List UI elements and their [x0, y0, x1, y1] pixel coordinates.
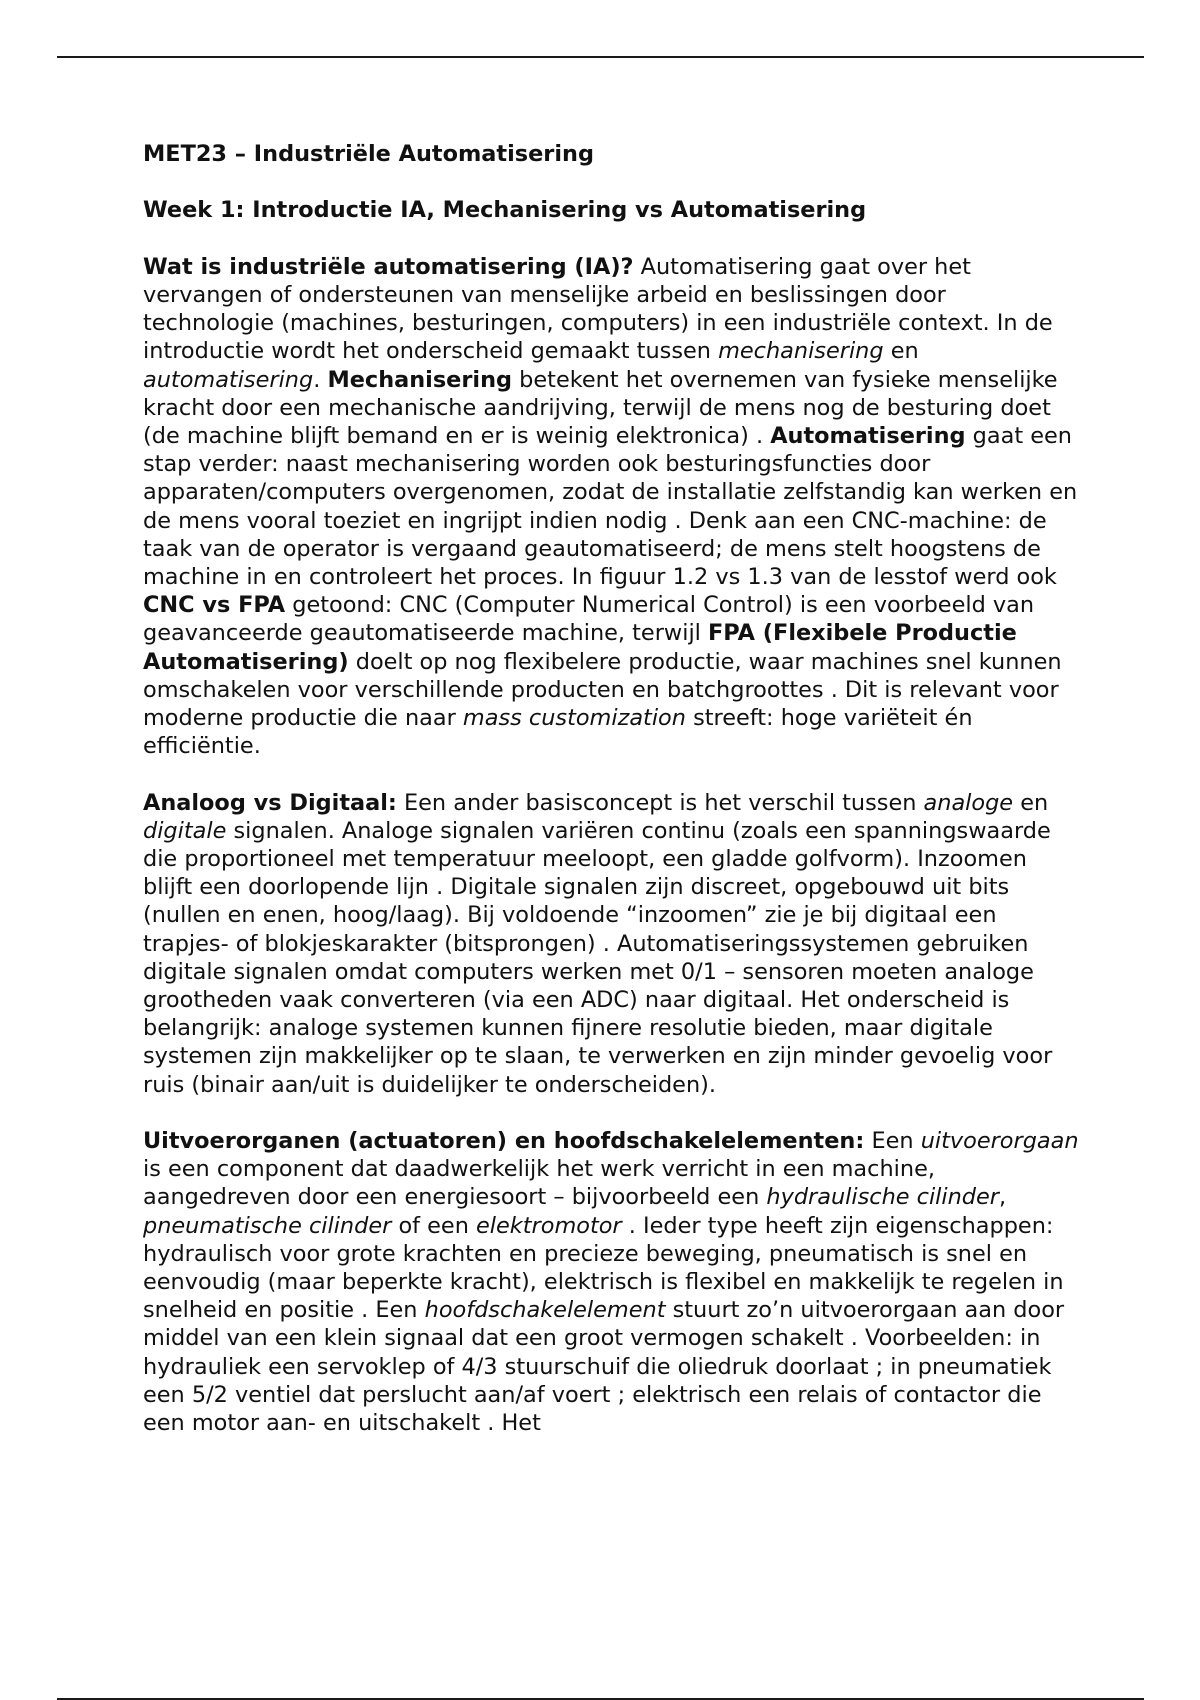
- document-title: MET23 – Industriële Automatisering: [143, 141, 594, 167]
- paragraph-text: en: [1013, 789, 1049, 816]
- paragraph-text: stuurt zo’n uitvoerorgaan aan door middel van een klein signaal dat een groot vermogen schakelt . Voorbeelden: in hydrauliek een servoklep of 4/3 stuurschuif die oliedruk doorlaat ; in pneumatiek een 5/2 ventiel dat perslucht aan/af voert ; elektrisch een relais of contactor die een motor aan- en uitschakelt . Het: [143, 1297, 1065, 1437]
- emphasis-text: mass customization: [462, 705, 686, 732]
- emphasis-text: mechanisering: [718, 338, 884, 365]
- bold-term: Automatisering: [770, 423, 966, 449]
- paragraph-text: ,: [999, 1184, 1007, 1211]
- paragraph-text: streeft: hoge variëteit én efficiëntie.: [143, 705, 973, 760]
- emphasis-text: hydraulische cilinder: [766, 1184, 1000, 1211]
- document-body: [143, 140, 1083, 1465]
- paragraph-heading: Wat is industriële automatisering (IA)?: [143, 253, 634, 280]
- paragraph-text: Een: [864, 1128, 921, 1155]
- emphasis-text: digitale: [143, 817, 227, 844]
- emphasis-text: elektromotor: [476, 1212, 622, 1239]
- paragraph-ia-intro: [143, 253, 1083, 761]
- paragraph-text: of een: [391, 1212, 477, 1239]
- emphasis-text: analoge: [923, 789, 1014, 816]
- paragraph-heading: Uitvoerorganen (actuatoren) en hoofdschakelelementen:: [143, 1128, 865, 1155]
- bold-term: CNC vs FPA: [143, 592, 286, 619]
- paragraph-text: Automatisering gaat over het vervangen of ondersteunen van menselijke arbeid en beslissingen door technologie (machines, besturingen, computers) in een industriële context. In de introductie wordt het onderscheid gemaakt tussen: [143, 253, 1053, 365]
- header-rule: [57, 56, 1144, 58]
- paragraph-analog-digital: [143, 789, 1083, 1099]
- bold-term: FPA (Flexibele Productie Automatisering): [143, 620, 1017, 675]
- paragraph-text: .: [313, 366, 328, 393]
- week-heading: Week 1: Introductie IA, Mechanisering vs Automatisering: [143, 197, 867, 224]
- bold-term: Mechanisering: [327, 366, 513, 393]
- paragraph-text: is een component dat daadwerkelijk het werk verricht in een machine, aangedreven door een energiesoort – bijvoorbeeld een: [143, 1156, 935, 1211]
- paragraph-text: gaat een stap verder: naast mechanisering worden ook besturingsfuncties door apparaten/computers overgenomen, zodat de installatie zelfstandig kan werken en de mens vooral toeziet en ingrijpt indien nodig . Denk aan een CNC-machine: de taak van de operator is vergaand geautomatiseerd; de mens stelt hoogstens de machine in en controleert het proces. In figuur 1.2 vs 1.3 van de lesstof werd ook: [143, 423, 1078, 591]
- emphasis-text: uitvoerorgaan: [920, 1128, 1079, 1155]
- paragraph-text: en: [883, 338, 919, 365]
- paragraph-text: getoond: CNC (Computer Numerical Control) is een voorbeeld van geavanceerde geautomatiseerde machine, terwijl: [143, 592, 1035, 647]
- paragraph-text: Een ander basisconcept is het verschil tussen: [396, 789, 924, 816]
- paragraph-text: doelt op nog flexibelere productie, waar machines snel kunnen omschakelen voor verschillende producten en batchgroottes . Dit is relevant voor moderne productie die naar: [143, 648, 1062, 732]
- paragraph-text: betekent het overnemen van fysieke menselijke kracht door een mechanische aandrijving, terwijl de mens nog de besturing doet (de machine blijft bemand en er is weinig elektronica) .: [143, 366, 1058, 449]
- emphasis-text: hoofdschakelelement: [424, 1297, 666, 1324]
- paragraph-heading: Analoog vs Digitaal:: [143, 789, 397, 816]
- paragraph-text: . Ieder type heeft zijn eigenschappen: hydraulisch voor grote krachten en precieze beweging, pneumatisch is snel en eenvoudig (maar beperkte kracht), elektrisch is flexibel en makkelijk te regelen in snelheid en positie . Een: [143, 1212, 1064, 1324]
- emphasis-text: automatisering: [143, 366, 314, 393]
- paragraph-actuators: [143, 1127, 1083, 1437]
- paragraph-text: signalen. Analoge signalen variëren continu (zoals een spanningswaarde die proportioneel met temperatuur meeloopt, een gladde golfvorm). Inzoomen blijft een doorlopende lijn . Digitale signalen zijn discreet, opgebouwd uit bits (nullen en enen, hoog/laag). Bij voldoende “inzoomen” zie je bij digitaal een trapjes- of blokjeskarakter (bitsprongen) . Automatiseringssystemen gebruiken digitale signalen omdat computers werken met 0/1 – sensoren moeten analoge grootheden vaak converteren (via een ADC) naar digitaal. Het onderscheid is belangrijk: analoge systemen kunnen fijnere resolutie bieden, maar digitale systemen zijn makkelijker op te slaan, te verwerken en zijn minder gevoelig voor ruis (binair aan/uit is duidelijker te onderscheiden).: [143, 817, 1053, 1098]
- emphasis-text: pneumatische cilinder: [143, 1212, 392, 1239]
